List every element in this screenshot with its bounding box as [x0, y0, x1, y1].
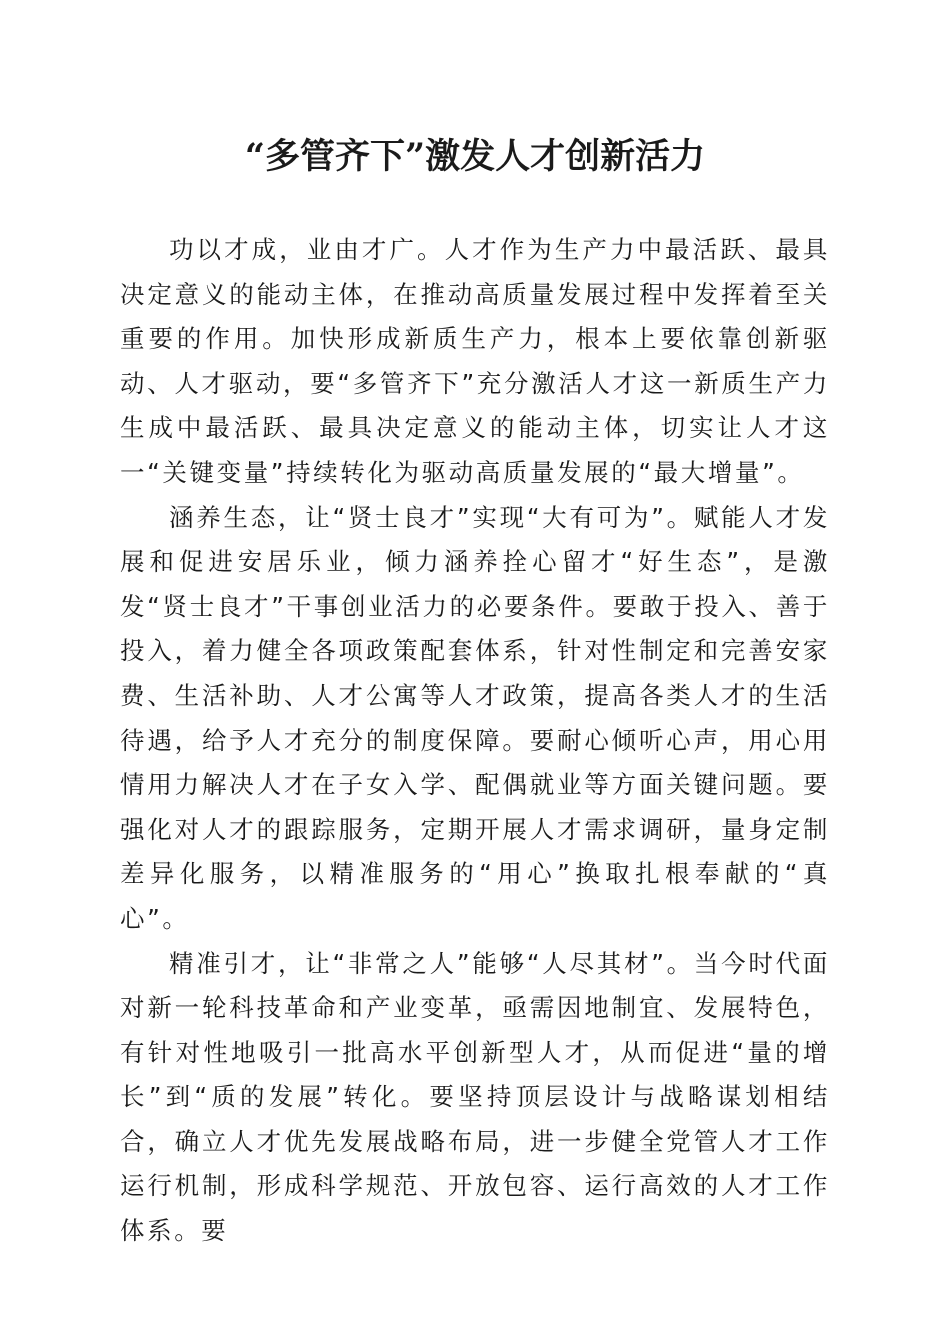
- article-title: “多管齐下”激发人才创新活力: [244, 136, 706, 177]
- paragraph-2: 涵养生态，让“贤士良才”实现“大有可为”。赋能人才发展和促进安居乐业，倾力涵养拴心留才“好生态”，是激发“贤士良才”干事创业活力的必要条件。要敢于投入、善于投入，着力健全各项政策配套体系，针对性制定和完善安家费、生活补助、人才公寓等人才政策，提高各类人才的生活待遇，给予人才充分的制度保障。要耐心倾听心声，用心用情用力解决人才在子女入学、配偶就业等方面关键问题。要强化对人才的跟踪服务，定期开展人才需求调研，量身定制差异化服务，以精准服务的“用心”换取扎根奉献的“真心”。: [120, 502, 830, 933]
- paragraph-3: 精准引才，让“非常之人”能够“人尽其材”。当今时代面对新一轮科技革命和产业变革，亟需因地制宜、发展特色，有针对性地吸引一批高水平创新型人才，从而促进“量的增长”到“质的发展”转化。要坚持顶层设计与战略谋划相结合，确立人才优先发展战略布局，进一步健全党管人才工作运行机制，形成科学规范、开放包容、运行高效的人才工作体系。要: [120, 948, 830, 1246]
- article-body: [120, 228, 830, 1254]
- paragraph-1: 功以才成，业由才广。人才作为生产力中最活跃、最具决定意义的能动主体，在推动高质量发展过程中发挥着至关重要的作用。加快形成新质生产力，根本上要依靠创新驱动、人才驱动，要“多管齐下”充分激活人才这一新质生产力生成中最活跃、最具决定意义的能动主体，切实让人才这一“关键变量”持续转化为驱动高质量发展的“最大增量”。: [120, 235, 830, 487]
